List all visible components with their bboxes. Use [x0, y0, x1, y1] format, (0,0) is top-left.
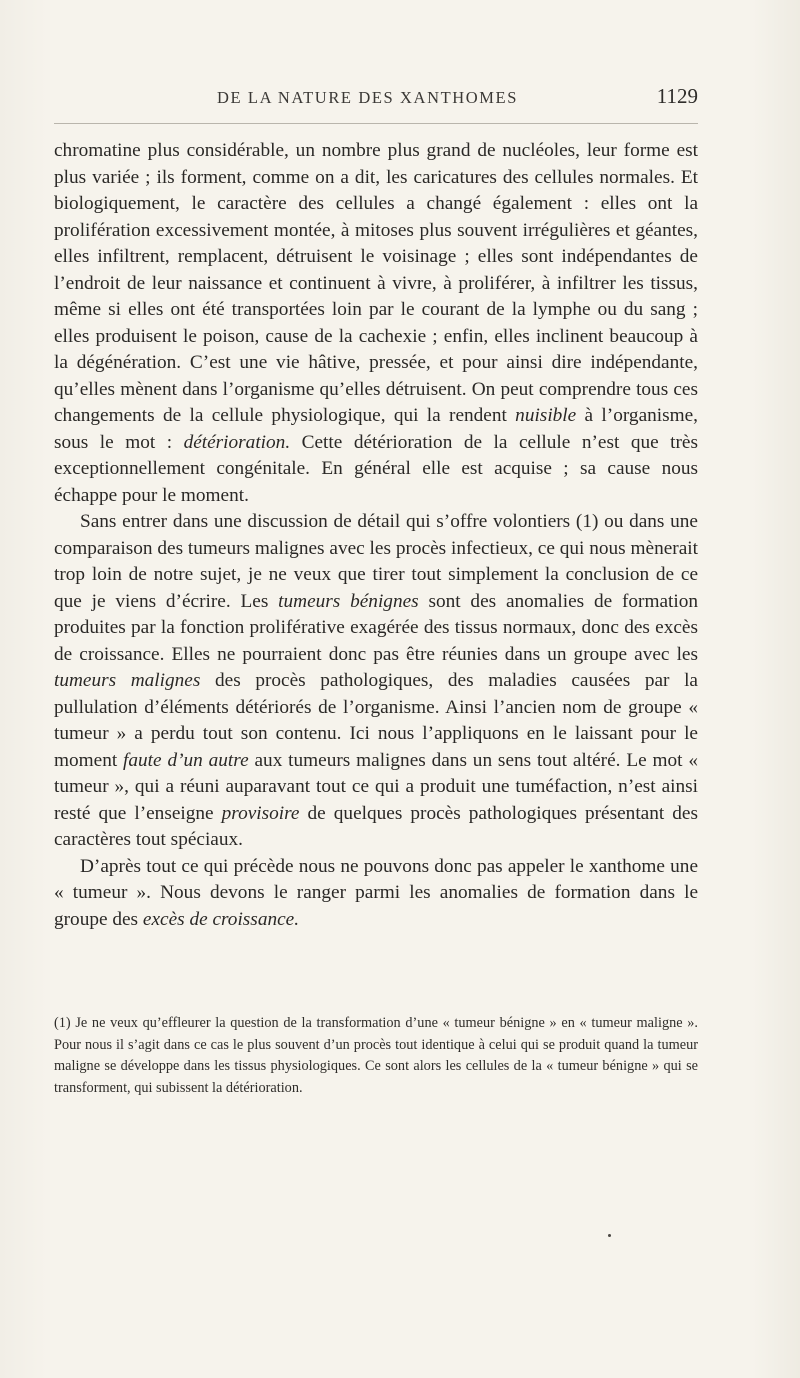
text-run: Sans entrer dans une discussion de détail qui s’offre volontiers (1) ou dans une comparaison des tumeurs malignes avec les procès infectieux, ce qui nous mènerait trop loin de notre sujet, je ne veux que tirer tout simplement la conclusion de ce que je viens d’écrire. Les	[54, 511, 698, 612]
italic-run: provisoire	[221, 802, 300, 824]
italic-run: tumeurs bénignes	[278, 590, 419, 612]
italic-run: détérioration.	[183, 431, 291, 453]
page-header	[54, 84, 698, 114]
italic-run: faute d’un autre	[123, 749, 249, 771]
italic-run: nuisible	[515, 405, 577, 426]
header-rule	[54, 123, 698, 124]
paragraph-3	[54, 854, 698, 934]
page-number: 1129	[656, 84, 698, 108]
footnote	[54, 1013, 698, 1099]
text-run: des procès pathologiques, des maladies causées par la pullulation d’éléments détériorés de l’organisme. Ainsi l’ancien nom de groupe « tumeur » a perdu tout son contenu. Ici nous l’appliquons en le laissant pour le moment	[54, 670, 698, 771]
text-run: de quelques procès pathologiques présentant des caractères tout spéciaux.	[54, 802, 698, 850]
print-speck	[608, 1234, 611, 1237]
paragraph-2	[54, 509, 698, 854]
text-run: D’après tout ce qui précède nous ne pouvons donc pas appeler le xanthome une « tumeur ». Nous devons le ranger parmi les anomalies de formation dans le groupe des	[54, 855, 698, 930]
italic-run: excès de croissance.	[142, 908, 300, 930]
footnote-text: (1) Je ne veux qu’effleurer la question de la transformation d’une « tumeur bénigne » en « tumeur maligne ». Pour nous il s’agit dans ce cas le plus souvent d’un procès tout identique à celui qui se produit quand la tumeur maligne se développe dans les tissus physiologiques. Ce sont alors les cellules de la « tumeur bénigne » qui se transforment, qui subissent la détérioration.	[54, 1015, 698, 1096]
text-run: chromatine plus considérable, un nombre plus grand de nucléoles, leur forme est plus variée ; ils forment, comme on a dit, les caricatures des cellules normales. Et biologiquement, le caractère des cellules a changé également : elles ont la prolifération excessivement montée, à mitoses plus souvent irrégulières et géantes, elles infiltrent, remplacent, détruisent le voisinage ; elles sont indépendantes de l’endroit de leur naissance et continuent à vivre, à proliférer, à infiltrer les tissus, même si elles ont été transportées loin par le courant de la lymphe ou du sang ; elles produisent le poison, cause de la cachexie ; enfin, elles inclinent beaucoup à la dégénération. C’est une vie hâtive, pressée, et pour ainsi dire indépendante, qu’elles mènent dans l’organisme qu’elles détruisent. On peut comprendre tous ces changements de la cellule physiologique, qui la rendent	[54, 140, 698, 426]
paragraph-1	[54, 138, 698, 509]
text-run: aux tumeurs malignes dans un sens tout altéré. Le mot « tumeur », qui a réuni auparavant tout ce qui a produit une tuméfaction, n’est ainsi resté que l’enseigne	[54, 749, 698, 824]
italic-run: tumeurs malignes	[54, 670, 201, 691]
running-head: DE LA NATURE DES XANTHOMES	[217, 88, 519, 107]
text-run: à l’organisme, sous le mot :	[54, 405, 698, 453]
main-text	[54, 138, 698, 933]
text-run: Cette détérioration de la cellule n’est que très exceptionnellement congénitale. En général elle est acquise ; sa cause nous échappe pour le moment.	[54, 431, 698, 506]
text-run: sont des anomalies de formation produites par la fonction proliférative exagérée des tissus normaux, donc des excès de croissance. Elles ne pourraient donc pas être réunies dans un groupe avec les	[54, 590, 698, 665]
